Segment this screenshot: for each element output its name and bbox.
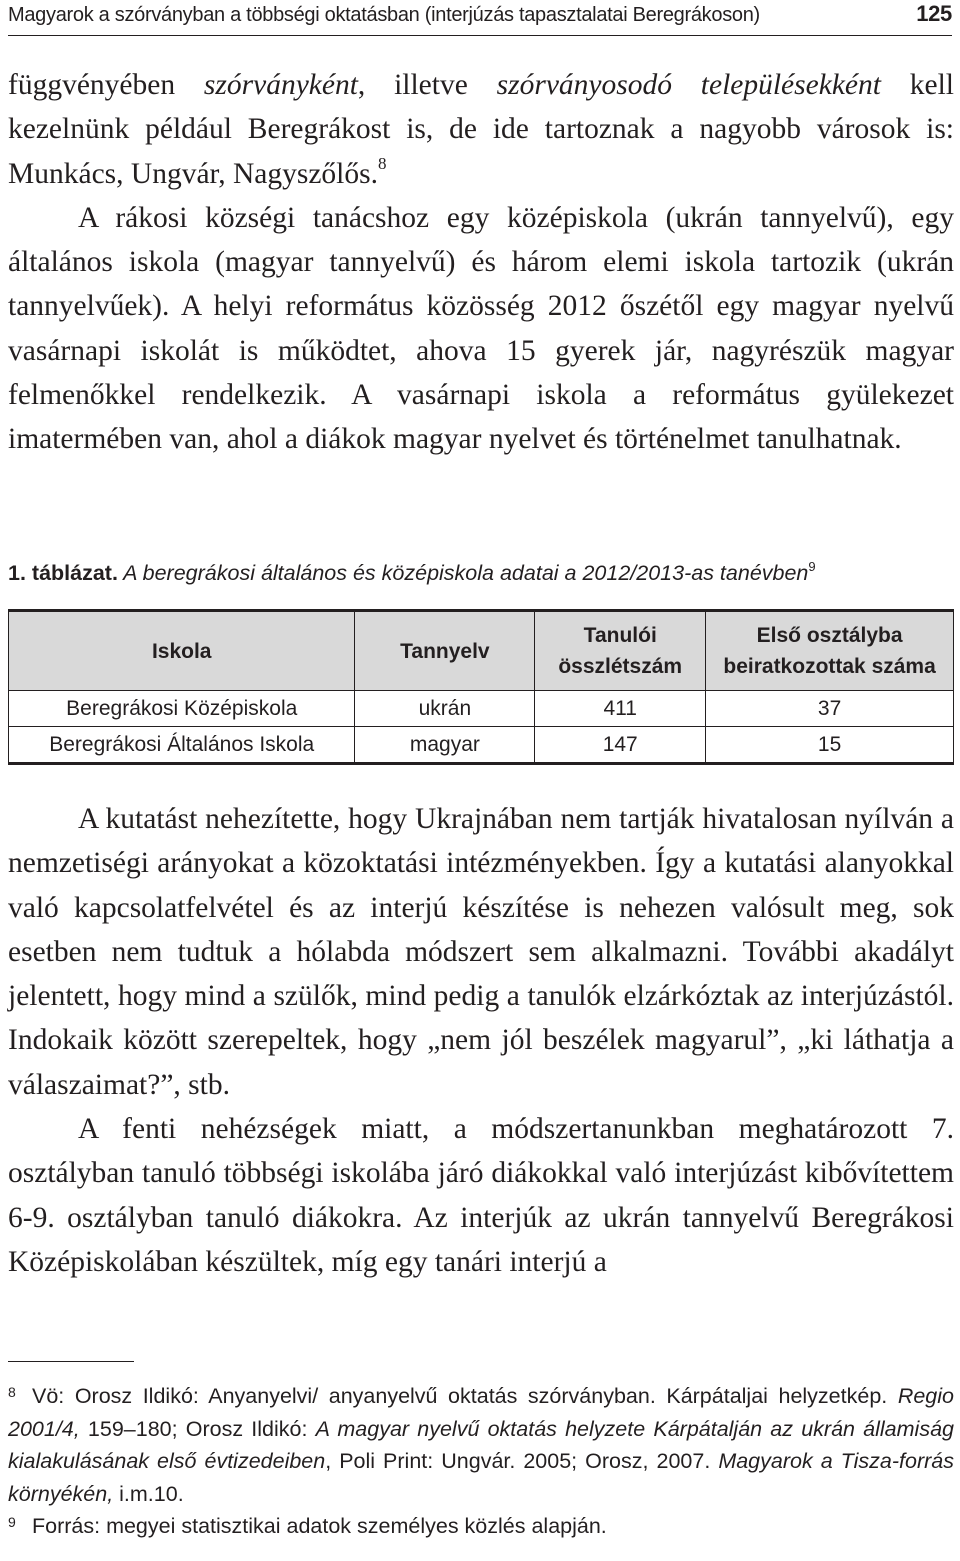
footnote-ref-9[interactable]: 9 bbox=[808, 559, 816, 574]
header-first-line1: Első osztályba bbox=[756, 624, 903, 647]
header-language: Tannyelv bbox=[355, 611, 535, 691]
paragraph-1-italic-b: szórványosodó településekként bbox=[496, 69, 881, 101]
page-number: 125 bbox=[916, 1, 952, 26]
footnote-9-text: Forrás: megyei statisztikai adatok személyes közlés alapján. bbox=[32, 1514, 607, 1538]
cell-school: Beregrákosi Általános Iskola bbox=[9, 727, 355, 764]
footnote-separator bbox=[8, 1361, 134, 1362]
footnote-9: 9 Forrás: megyei statisztikai adatok személyes közlés alapján. bbox=[8, 1514, 607, 1538]
footnote-8-text-b: 159–180; Orosz Ildikó: bbox=[79, 1416, 316, 1441]
cell-school: Beregrákosi Középiskola bbox=[9, 691, 355, 727]
table-row bbox=[9, 691, 954, 727]
table-row bbox=[9, 727, 954, 764]
running-title: Magyarok a szórványban a többségi oktatásban (interjúzás tapasztalatai Beregrákoson) bbox=[8, 4, 760, 26]
cell-first-grade: 37 bbox=[706, 691, 954, 727]
paragraph-4: A fenti nehézségek miatt, a módszertanunkban meghatározott 7. osztályban tanuló többségi iskolába járó diákokkal való interjúzást kibővítettem 6-9. osztályban tanuló diákokra. Az interjúk az ukrán tannyelvű Beregrákosi Középiskolában készültek, míg egy tanári interjú a bbox=[8, 1113, 954, 1278]
footnote-8-text-a: Vö: Orosz Ildikó: Anyanyelvi/ anyanyelvű oktatás szórványban. Kárpátaljai helyzetkép. bbox=[32, 1384, 898, 1408]
header-first-grade bbox=[706, 611, 954, 691]
paragraph-1-italic-a: szórványként bbox=[203, 69, 358, 101]
header-total-line1: Tanulói bbox=[583, 624, 657, 647]
school-data-table bbox=[8, 609, 954, 765]
body-text-top bbox=[8, 63, 954, 462]
table-caption bbox=[8, 558, 954, 588]
cell-total: 147 bbox=[535, 727, 706, 764]
footnote-8: 8 Vö: Orosz Ildikó: Anyanyelvi/ anyanyelvű oktatás szórványban. Kárpátaljai helyzetkép. Regio 2001/4, 159–180; Orosz Ildikó: A magyar nyelvű oktatás helyzete Kárpátalján az ukrán államiság kialakulásának első évtizedeiben, Poli Print: Ungvár. 2005; Orosz, 2007. Magyarok a Tisza-forrás környékén, i.m.10. bbox=[8, 1384, 954, 1506]
table-caption-label: 1. táblázat. bbox=[8, 561, 118, 585]
header-total-line2: összlétszám bbox=[558, 655, 683, 678]
body-text-bottom bbox=[8, 797, 954, 1284]
paragraph-1-text-b: , illetve bbox=[357, 69, 497, 101]
footnote-8-italic-a: Regio 2001/4, bbox=[8, 1384, 954, 1441]
table-header-row bbox=[9, 611, 954, 691]
footnotes bbox=[8, 1380, 954, 1543]
footnote-8-italic-c: Magyarok a Tisza-forrás környékén, bbox=[8, 1449, 954, 1506]
header-first-line2: beiratkozottak száma bbox=[723, 655, 936, 678]
table-caption-text: A beregrákosi általános és középiskola adatai a 2012/2013-as tanévben bbox=[117, 561, 809, 585]
header-school: Iskola bbox=[9, 611, 355, 691]
paragraph-1-text-a: függvényében bbox=[8, 69, 204, 101]
footnote-ref-8[interactable]: 8 bbox=[377, 153, 387, 173]
paragraph-2: A rákosi községi tanácshoz egy középiskola (ukrán tannyelvű), egy általános iskola (magyar tannyelvű) és három elemi iskola tartozik (ukrán tannyelvűek). A helyi református közösség 2012 őszétől egy magyar nyelvű vasárnapi iskolát is működtet, ahova 15 gyerek jár, nagyrészük magyar felmenőkkel rendelkezik. A vasárnapi iskola a református gyülekezet imatermében van, ahol a diákok magyar nyelvet és történelmet tanulhatnak. bbox=[8, 201, 954, 456]
footnote-8-italic-b: A magyar nyelvű oktatás helyzete Kárpátalján az ukrán államiság kialakulásának első évtizedeiben bbox=[8, 1416, 954, 1473]
cell-total: 411 bbox=[535, 691, 706, 727]
running-header bbox=[8, 0, 952, 36]
header-total-students bbox=[535, 611, 706, 691]
cell-language: ukrán bbox=[355, 691, 535, 727]
cell-language: magyar bbox=[355, 727, 535, 764]
footnote-8-text-c: , Poli Print: Ungvár. 2005; Orosz, 2007. bbox=[325, 1449, 719, 1473]
paragraph-1 bbox=[8, 63, 954, 196]
footnote-8-text-d: i.m.10. bbox=[113, 1481, 184, 1506]
paragraph-1-text-c: kell kezelnünk például Beregrákost is, de ide tartoznak a nagyobb városok is: Munkács, Ungvár, Nagyszőlős. bbox=[8, 69, 954, 190]
cell-first-grade: 15 bbox=[706, 727, 954, 764]
paragraph-3: A kutatást nehezítette, hogy Ukrajnában nem tartják hivatalosan nyílván a nemzetiségi arányokat a közoktatási intézményekben. Így a kutatási alanyokkal való kapcsolatfelvétel és az interjú készítése is nehezen valósult meg, sok esetben nem tudtuk a hólabda módszert sem alkalmazni. További akadályt jelentett, hogy mind a szülők, mind pedig a tanulók elzárkóztak az interjúzástól. Indokaik között szerepeltek, hogy „nem jól beszélek magyarul”, „ki láthatja a válaszaimat?”, stb. bbox=[8, 803, 954, 1101]
